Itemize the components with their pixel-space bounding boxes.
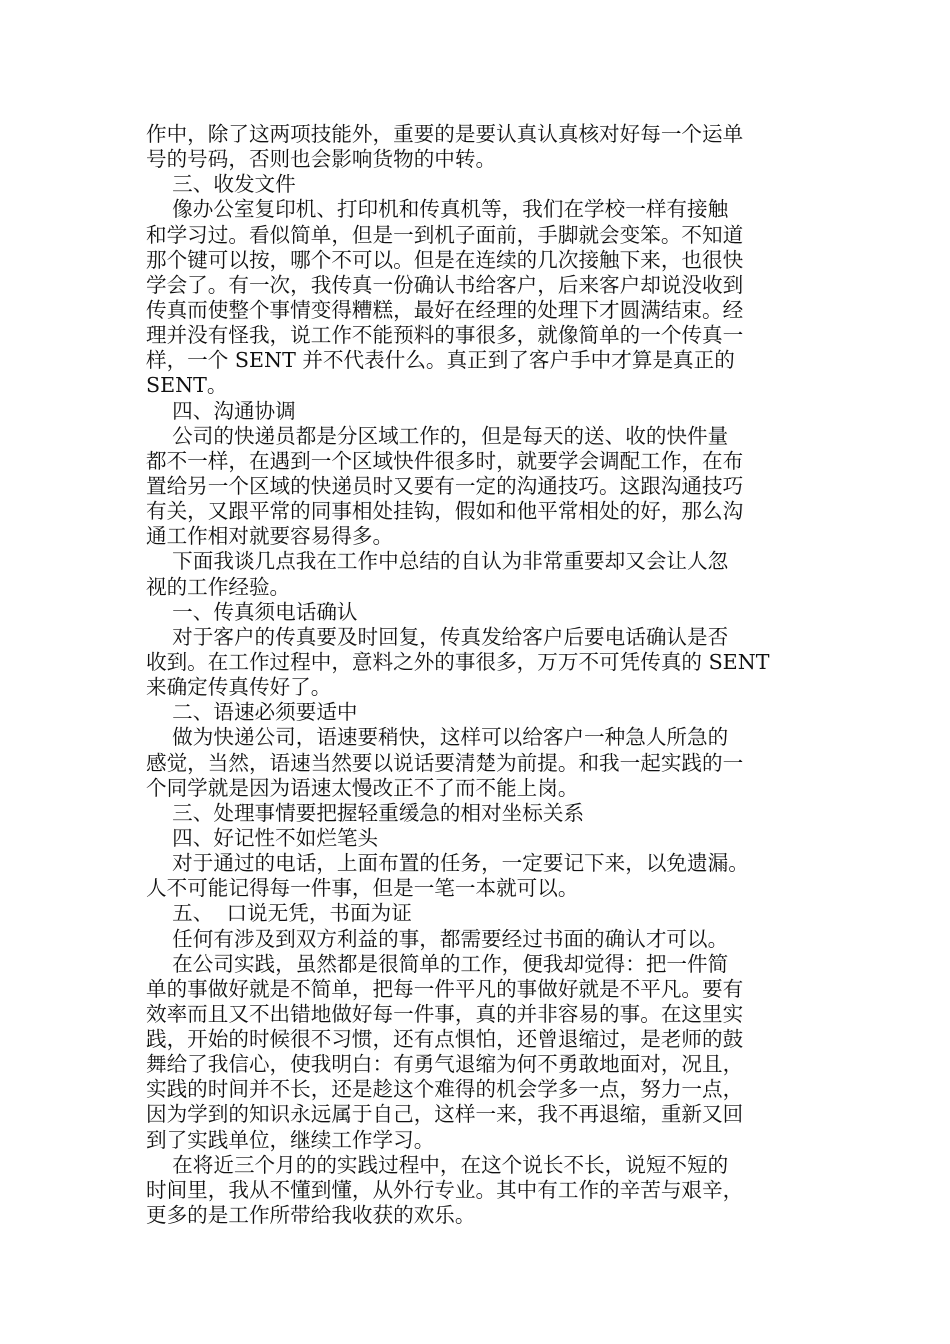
- text-line: 传真而使整个事情变得糟糕，最好在经理的处理下才圆满结束。经: [146, 297, 744, 322]
- text-line: 都不一样，在遇到一个区域快件很多时，就要学会调配工作，在布: [146, 448, 744, 473]
- text-line: 四、沟通协调: [146, 398, 296, 423]
- text-line: 感觉，当然，语速当然要以说话要清楚为前提。和我一起实践的一: [146, 750, 744, 775]
- text-line: 对于通过的电话，上面布置的任务，一定要记下来，以免遗漏。: [146, 851, 749, 876]
- document-body: [146, 122, 816, 1228]
- text-line: 五、 口说无凭，书面为证: [146, 901, 412, 926]
- text-line: 对于客户的传真要及时回复，传真发给客户后要电话确认是否: [146, 624, 729, 649]
- text-line: 任何有涉及到双方利益的事，都需要经过书面的确认才可以。: [146, 926, 729, 951]
- text-line: 收到。在工作过程中，意料之外的事很多，万万不可凭传真的 SENT: [146, 649, 770, 674]
- text-line: 三、收发文件: [146, 172, 296, 197]
- text-line: 号的号码，否则也会影响货物的中转。: [146, 147, 497, 172]
- text-line: 视的工作经验。: [146, 574, 291, 599]
- text-line: 因为学到的知识永远属于自己，这样一来，我不再退缩，重新又回: [146, 1102, 744, 1127]
- text-line: 有关，又跟平常的同事相处挂钩，假如和他平常相处的好，那么沟: [146, 499, 744, 524]
- text-line: 置给另一个区域的快递员时又要有一定的沟通技巧。这跟沟通技巧: [146, 473, 744, 498]
- text-line: 和学习过。看似简单，但是一到机子面前，手脚就会变笨。不知道: [146, 222, 744, 247]
- text-line: 做为快递公司，语速要稍快，这样可以给客户一种急人所急的: [146, 725, 729, 750]
- text-line: 实践的时间并不长，还是趁这个难得的机会学多一点，努力一点，: [146, 1077, 744, 1102]
- text-line: 人不可能记得每一件事，但是一笔一本就可以。: [146, 876, 579, 901]
- text-line: 在将近三个月的的实践过程中，在这个说长不长，说短不短的: [146, 1152, 729, 1177]
- text-line: 理并没有怪我，说工作不能预料的事很多，就像简单的一个传真一: [146, 323, 744, 348]
- text-line: 那个键可以按，哪个不可以。但是在连续的几次接触下来，也很快: [146, 247, 744, 272]
- text-line: 践，开始的时候很不习惯，还有点惧怕，还曾退缩过，是老师的鼓: [146, 1027, 744, 1052]
- text-line: 公司的快递员都是分区域工作的，但是每天的送、收的快件量: [146, 423, 729, 448]
- text-line: 效率而且又不出错地做好每一件事，真的并非容易的事。在这里实: [146, 1001, 744, 1026]
- text-line: 作中，除了这两项技能外，重要的是要认真认真核对好每一个运单: [146, 122, 744, 146]
- text-line: 样，一个 SENT 并不代表什么。真正到了客户手中才算是真正的: [146, 348, 735, 373]
- text-line: 一、传真须电话确认: [146, 599, 358, 624]
- text-line: 二、语速必须要适中: [146, 700, 358, 725]
- text-line: 三、处理事情要把握轻重缓急的相对坐标关系: [146, 800, 585, 825]
- text-line: 下面我谈几点我在工作中总结的自认为非常重要却又会让人忽: [146, 549, 729, 574]
- text-line: 在公司实践，虽然都是很简单的工作，便我却觉得：把一件简: [146, 951, 729, 976]
- text-line: 时间里，我从不懂到懂，从外行专业。其中有工作的辛苦与艰辛，: [146, 1177, 744, 1202]
- text-line: 单的事做好就是不简单，把每一件平凡的事做好就是不平凡。要有: [146, 976, 744, 1001]
- text-line: 到了实践单位，继续工作学习。: [146, 1127, 435, 1152]
- text-line: SENT。: [146, 373, 228, 398]
- text-line: 更多的是工作所带给我收获的欢乐。: [146, 1203, 476, 1228]
- text-line: 四、好记性不如烂笔头: [146, 825, 379, 850]
- text-line: 来确定传真传好了。: [146, 675, 332, 700]
- text-line: 学会了。有一次，我传真一份确认书给客户，后来客户却说没收到: [146, 272, 744, 297]
- text-line: 个同学就是因为语速太慢改正不了而不能上岗。: [146, 775, 579, 800]
- text-line: 像办公室复印机、打印机和传真机等，我们在学校一样有接触: [146, 197, 729, 222]
- text-line: 舞给了我信心，使我明白：有勇气退缩为何不勇敢地面对，况且，: [146, 1052, 744, 1077]
- text-line: 通工作相对就要容易得多。: [146, 524, 394, 549]
